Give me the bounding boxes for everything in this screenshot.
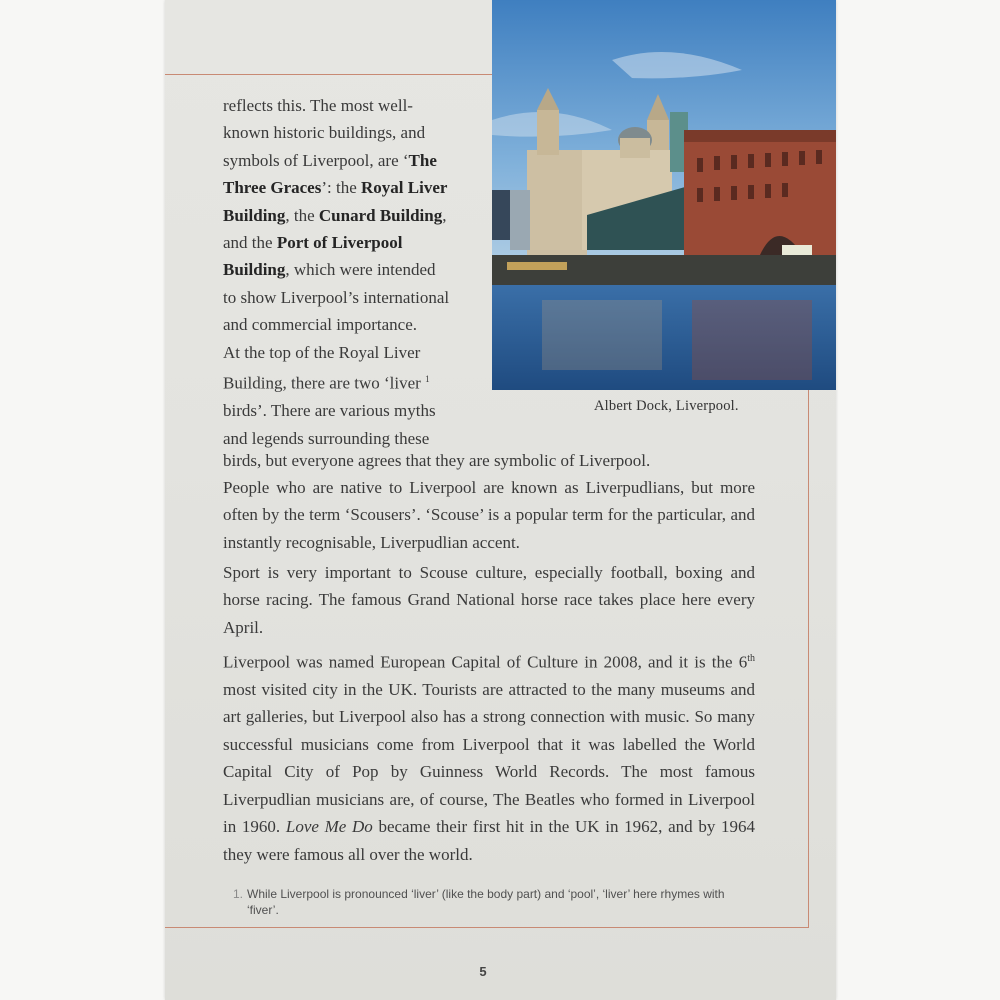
footnote-number: 1. xyxy=(233,887,244,901)
bold-term: Royal Liver xyxy=(361,178,448,198)
text-segment: and the xyxy=(223,233,277,253)
ordinal-suffix: th xyxy=(747,653,755,664)
text-segment: , xyxy=(442,205,447,225)
song-title: Love Me Do xyxy=(285,817,373,837)
liverpool-waterfront-photo xyxy=(492,0,836,390)
text-line: birds’. There are various myths xyxy=(223,401,436,421)
text-line xyxy=(223,366,466,397)
bold-term: Building xyxy=(223,205,286,225)
text-line: At the top of the Royal Liver xyxy=(223,342,421,362)
bold-term: Cunard Building xyxy=(318,205,443,225)
frame-line-bottom xyxy=(165,927,809,928)
text-segment: , the xyxy=(285,205,319,225)
frame-line-right xyxy=(808,390,809,928)
footnote-marker: 1 xyxy=(425,374,430,385)
photo-caption: Albert Dock, Liverpool. xyxy=(594,398,739,414)
text-line xyxy=(223,174,466,201)
text-line xyxy=(223,229,466,256)
frame-line-top xyxy=(165,74,492,75)
bold-term: Building xyxy=(223,260,286,280)
paragraph-scousers: People who are native to Liverpool are known as Liverpudlians, but more often by the term ‘Scousers’. ‘Scouse’ is a popular term for the particular, and instantly recognisable, Liverpudlian accent. xyxy=(223,478,755,552)
footnote-text: While Liverpool is pronounced ‘liver’ (like the body part) and ‘pool’, ‘liver’ here rhymes with ‘fiver’. xyxy=(247,887,725,917)
background-right xyxy=(836,0,1000,1000)
text-line xyxy=(223,256,466,283)
text-segment: symbols of Liverpool, are ‘ xyxy=(223,150,409,170)
text-segment: , which were intended xyxy=(285,260,436,280)
paragraph-culture-music xyxy=(223,645,755,868)
text-segment: ’: the xyxy=(321,178,362,198)
page-number: 5 xyxy=(479,964,487,979)
text-line xyxy=(223,147,466,174)
text-line xyxy=(223,202,466,229)
text-line: to show Liverpool’s international xyxy=(223,287,450,307)
paragraph-end-liver-birds: birds, but everyone agrees that they are symbolic of Liverpool. xyxy=(223,451,651,470)
column-text xyxy=(223,92,466,452)
bold-term: The xyxy=(408,150,437,170)
background-left xyxy=(0,0,165,1000)
text-segment: Liverpool was named European Capital of Culture in 2008, and it is the 6 xyxy=(223,652,748,672)
bold-term: Port of Liverpool xyxy=(276,233,403,253)
paragraph-sport: Sport is very important to Scouse culture, especially football, boxing and horse racing. The famous Grand National horse race takes place here every April. xyxy=(223,563,755,637)
text-line: and commercial importance. xyxy=(223,315,417,335)
text-segment: most visited city in the UK. Tourists are attracted to the many museums and art galleries, but Liverpool also has a strong connection with music. So many successful musicians come from Liverpool that it was labelled the World Capital City of Pop by Guinness World Records. The most famous Liverpudlian musicians are, of course, The Beatles who formed in Liverpool in 1960. xyxy=(223,680,755,837)
footnote xyxy=(233,886,747,918)
text-segment: became their first hit in the UK in 1962, and by 1964 they were famous all over the world. xyxy=(223,817,756,864)
text-segment: Building, there are two ‘liver xyxy=(223,373,421,393)
text-line: known historic buildings, and xyxy=(223,123,426,143)
text-line: reflects this. The most well- xyxy=(223,96,413,115)
text-line: and legends surrounding these xyxy=(223,428,430,448)
bold-term: Three Graces xyxy=(223,178,322,198)
